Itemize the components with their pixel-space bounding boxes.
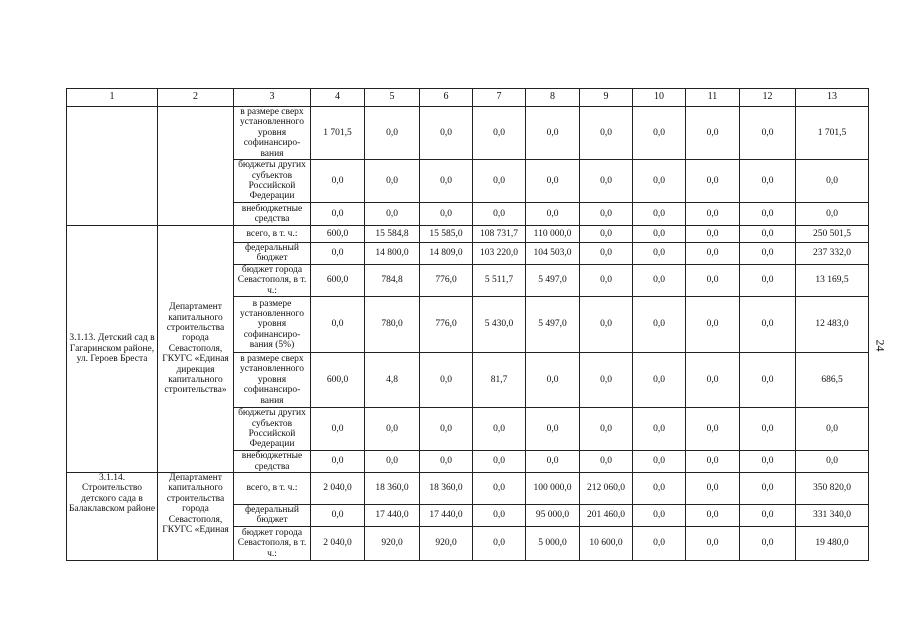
column-header: 1 (67, 89, 158, 107)
value-cell: 0,0 (311, 297, 365, 353)
value-cell: 0,0 (580, 297, 633, 353)
funding-source-cell: внебюджетные средства (234, 203, 311, 226)
value-cell: 0,0 (311, 160, 365, 203)
column-header: 8 (526, 89, 580, 107)
value-cell: 0,0 (740, 526, 796, 560)
funding-source-cell: бюджеты других субъектов Российской Федерации (234, 160, 311, 203)
value-cell: 0,0 (686, 473, 740, 505)
executor-cell: Департамент капитального строительства города Севастополя, ГКУГС «Единая дирекция капитального строительства» (158, 226, 234, 473)
value-cell: 14 800,0 (365, 243, 420, 265)
value-cell: 0,0 (686, 107, 740, 160)
value-cell: 0,0 (740, 160, 796, 203)
value-cell: 17 440,0 (420, 505, 473, 527)
value-cell: 0,0 (473, 160, 526, 203)
column-header: 9 (580, 89, 633, 107)
column-header: 11 (686, 89, 740, 107)
object-name-cell (67, 107, 158, 226)
value-cell: 0,0 (365, 160, 420, 203)
value-cell: 686,5 (796, 353, 869, 408)
value-cell: 0,0 (633, 264, 686, 296)
value-cell: 104 503,0 (526, 243, 580, 265)
value-cell: 0,0 (796, 160, 869, 203)
value-cell: 5 430,0 (473, 297, 526, 353)
funding-source-cell: всего, в т. ч.: (234, 226, 311, 243)
value-cell: 0,0 (796, 408, 869, 451)
value-cell: 103 220,0 (473, 243, 526, 265)
value-cell: 0,0 (633, 473, 686, 505)
value-cell: 0,0 (686, 297, 740, 353)
executor-cell (158, 107, 234, 226)
value-cell: 784,8 (365, 264, 420, 296)
budget-table (66, 88, 869, 561)
value-cell: 0,0 (580, 264, 633, 296)
value-cell: 0,0 (473, 451, 526, 473)
value-cell: 2 040,0 (311, 526, 365, 560)
object-name-cell: 3.1.14. Строительство детского сада в Балаклавском районе (67, 473, 158, 561)
value-cell: 0,0 (686, 203, 740, 226)
value-cell: 0,0 (633, 451, 686, 473)
table-row (67, 226, 869, 243)
value-cell: 0,0 (740, 451, 796, 473)
value-cell: 331 340,0 (796, 505, 869, 527)
value-cell: 600,0 (311, 264, 365, 296)
value-cell: 0,0 (526, 203, 580, 226)
column-header: 12 (740, 89, 796, 107)
value-cell: 15 585,0 (420, 226, 473, 243)
value-cell: 920,0 (420, 526, 473, 560)
value-cell: 95 000,0 (526, 505, 580, 527)
value-cell: 0,0 (633, 505, 686, 527)
column-header: 10 (633, 89, 686, 107)
value-cell: 0,0 (686, 505, 740, 527)
value-cell: 0,0 (633, 243, 686, 265)
value-cell: 5 497,0 (526, 297, 580, 353)
value-cell: 0,0 (473, 473, 526, 505)
value-cell: 108 731,7 (473, 226, 526, 243)
value-cell: 0,0 (311, 408, 365, 451)
value-cell: 0,0 (311, 243, 365, 265)
value-cell: 2 040,0 (311, 473, 365, 505)
value-cell: 0,0 (526, 107, 580, 160)
value-cell: 0,0 (686, 526, 740, 560)
value-cell: 250 501,5 (796, 226, 869, 243)
value-cell: 0,0 (633, 107, 686, 160)
funding-source-cell: в размере сверх установленного уровня софинансиро-вания (234, 107, 311, 160)
column-header: 3 (234, 89, 311, 107)
value-cell: 0,0 (580, 243, 633, 265)
page-number: 24 (873, 339, 888, 352)
value-cell: 5 511,7 (473, 264, 526, 296)
value-cell: 920,0 (365, 526, 420, 560)
value-cell: 0,0 (796, 203, 869, 226)
funding-source-cell: бюджеты других субъектов Российской Федерации (234, 408, 311, 451)
column-header: 4 (311, 89, 365, 107)
value-cell: 0,0 (633, 408, 686, 451)
value-cell: 0,0 (740, 473, 796, 505)
column-header-row (67, 89, 869, 107)
value-cell: 0,0 (580, 107, 633, 160)
value-cell: 0,0 (740, 264, 796, 296)
value-cell: 0,0 (686, 451, 740, 473)
value-cell: 0,0 (420, 160, 473, 203)
value-cell: 201 460,0 (580, 505, 633, 527)
value-cell: 0,0 (365, 107, 420, 160)
value-cell: 5 000,0 (526, 526, 580, 560)
value-cell: 0,0 (526, 160, 580, 203)
funding-source-cell: федеральный бюджет (234, 243, 311, 265)
value-cell: 10 600,0 (580, 526, 633, 560)
value-cell: 0,0 (633, 297, 686, 353)
value-cell: 237 332,0 (796, 243, 869, 265)
value-cell: 0,0 (633, 160, 686, 203)
table-row (67, 107, 869, 160)
executor-cell: Департамент капитального строительства города Севастополя, ГКУГС «Единая (158, 473, 234, 561)
value-cell: 0,0 (633, 526, 686, 560)
value-cell: 0,0 (686, 160, 740, 203)
value-cell: 0,0 (740, 203, 796, 226)
funding-source-cell: внебюджетные средства (234, 451, 311, 473)
value-cell: 0,0 (580, 226, 633, 243)
value-cell: 0,0 (526, 451, 580, 473)
value-cell: 81,7 (473, 353, 526, 408)
value-cell: 0,0 (311, 203, 365, 226)
value-cell: 0,0 (365, 451, 420, 473)
value-cell: 0,0 (473, 408, 526, 451)
value-cell: 600,0 (311, 226, 365, 243)
column-header: 6 (420, 89, 473, 107)
value-cell: 0,0 (740, 226, 796, 243)
funding-source-cell: всего, в т. ч.: (234, 473, 311, 505)
value-cell: 12 483,0 (796, 297, 869, 353)
value-cell: 0,0 (473, 107, 526, 160)
value-cell: 14 809,0 (420, 243, 473, 265)
value-cell: 15 584,8 (365, 226, 420, 243)
value-cell: 13 169,5 (796, 264, 869, 296)
value-cell: 0,0 (420, 408, 473, 451)
column-header: 7 (473, 89, 526, 107)
value-cell: 110 000,0 (526, 226, 580, 243)
value-cell: 4,8 (365, 353, 420, 408)
value-cell: 600,0 (311, 353, 365, 408)
funding-source-cell: федеральный бюджет (234, 505, 311, 527)
value-cell: 100 000,0 (526, 473, 580, 505)
value-cell: 0,0 (633, 353, 686, 408)
value-cell: 0,0 (420, 203, 473, 226)
value-cell: 0,0 (580, 408, 633, 451)
value-cell: 776,0 (420, 297, 473, 353)
value-cell: 0,0 (633, 203, 686, 226)
value-cell: 0,0 (526, 353, 580, 408)
value-cell: 350 820,0 (796, 473, 869, 505)
value-cell: 0,0 (740, 353, 796, 408)
value-cell: 776,0 (420, 264, 473, 296)
value-cell: 1 701,5 (311, 107, 365, 160)
value-cell: 0,0 (686, 243, 740, 265)
column-header: 13 (796, 89, 869, 107)
value-cell: 0,0 (473, 203, 526, 226)
value-cell: 0,0 (365, 203, 420, 226)
value-cell: 0,0 (526, 408, 580, 451)
value-cell: 0,0 (740, 297, 796, 353)
value-cell: 0,0 (473, 505, 526, 527)
value-cell: 0,0 (473, 526, 526, 560)
value-cell: 18 360,0 (420, 473, 473, 505)
value-cell: 0,0 (580, 203, 633, 226)
value-cell: 0,0 (796, 451, 869, 473)
value-cell: 0,0 (740, 408, 796, 451)
value-cell: 0,0 (686, 408, 740, 451)
object-name-cell: 3.1.13. Детский сад в Гагаринском районе, ул. Героев Бреста (67, 226, 158, 473)
column-header: 5 (365, 89, 420, 107)
value-cell: 19 480,0 (796, 526, 869, 560)
table-body (67, 107, 869, 561)
value-cell: 0,0 (311, 505, 365, 527)
value-cell: 212 060,0 (580, 473, 633, 505)
value-cell: 1 701,5 (796, 107, 869, 160)
value-cell: 0,0 (420, 451, 473, 473)
value-cell: 0,0 (420, 107, 473, 160)
value-cell: 0,0 (580, 451, 633, 473)
value-cell: 17 440,0 (365, 505, 420, 527)
value-cell: 0,0 (420, 353, 473, 408)
value-cell: 0,0 (311, 451, 365, 473)
column-header: 2 (158, 89, 234, 107)
value-cell: 0,0 (686, 353, 740, 408)
value-cell: 0,0 (740, 505, 796, 527)
value-cell: 0,0 (740, 243, 796, 265)
table-row (67, 473, 869, 505)
value-cell: 0,0 (580, 353, 633, 408)
value-cell: 0,0 (633, 226, 686, 243)
value-cell: 0,0 (580, 160, 633, 203)
value-cell: 0,0 (740, 107, 796, 160)
funding-source-cell: бюджет города Севастополя, в т. ч.: (234, 526, 311, 560)
value-cell: 18 360,0 (365, 473, 420, 505)
value-cell: 0,0 (365, 408, 420, 451)
value-cell: 0,0 (686, 226, 740, 243)
funding-source-cell: в размере сверх установленного уровня софинансиро-вания (234, 353, 311, 408)
budget-table-sheet (66, 88, 869, 561)
funding-source-cell: в размере установленного уровня софинансиро-вания (5%) (234, 297, 311, 353)
value-cell: 5 497,0 (526, 264, 580, 296)
funding-source-cell: бюджет города Севастополя, в т. ч.: (234, 264, 311, 296)
value-cell: 0,0 (686, 264, 740, 296)
value-cell: 780,0 (365, 297, 420, 353)
